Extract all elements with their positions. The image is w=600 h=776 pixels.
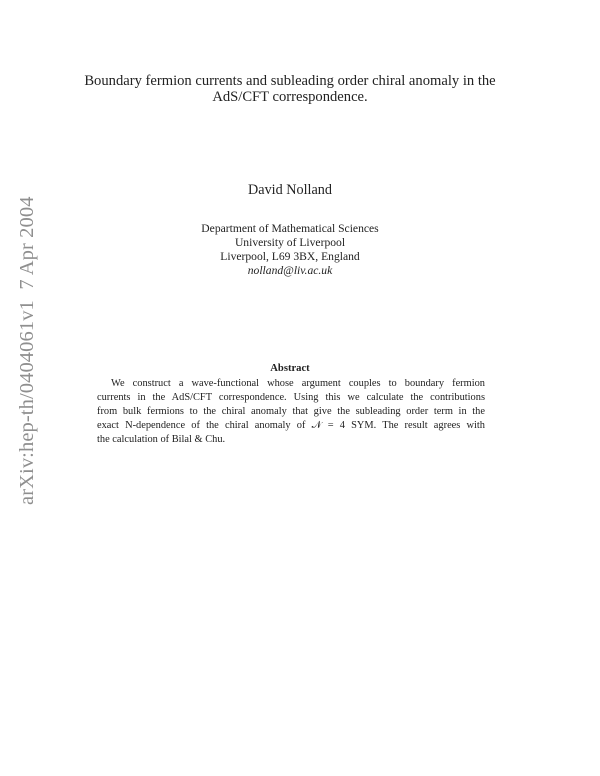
author-affiliation [170, 222, 410, 278]
abstract-line: from bulk fermions to the chiral anomaly that give the subleading order term in the [97, 406, 485, 417]
author-name: David Nolland [248, 182, 332, 198]
abstract-line: We construct a wave-functional whose argument couples to boundary fermion [111, 378, 485, 389]
affiliation-university: University of Liverpool [234, 236, 346, 249]
affiliation-address: Liverpool, L69 3BX, England [220, 250, 360, 263]
paper-title [60, 73, 520, 105]
abstract-heading: Abstract [270, 363, 310, 374]
affiliation-department: Department of Mathematical Sciences [201, 222, 379, 235]
paper-title-line-1: Boundary fermion currents and subleading order chiral anomaly in the [84, 73, 496, 89]
abstract-line: currents in the AdS/CFT correspondence. Using this we calculate the contributions [97, 392, 485, 403]
author-email: nolland@liv.ac.uk [247, 264, 333, 277]
paper-title-line-2: AdS/CFT correspondence. [212, 89, 368, 105]
abstract-line: exact N-dependence of the chiral anomaly of 𝒩 = 4 SYM. The result agrees with [97, 420, 485, 431]
arxiv-identifier-stamp: arXiv:hep-th/0404061v1 7 Apr 2004 [16, 196, 38, 505]
abstract-line: the calculation of Bilal & Chu. [97, 434, 226, 445]
abstract-body [97, 377, 485, 447]
